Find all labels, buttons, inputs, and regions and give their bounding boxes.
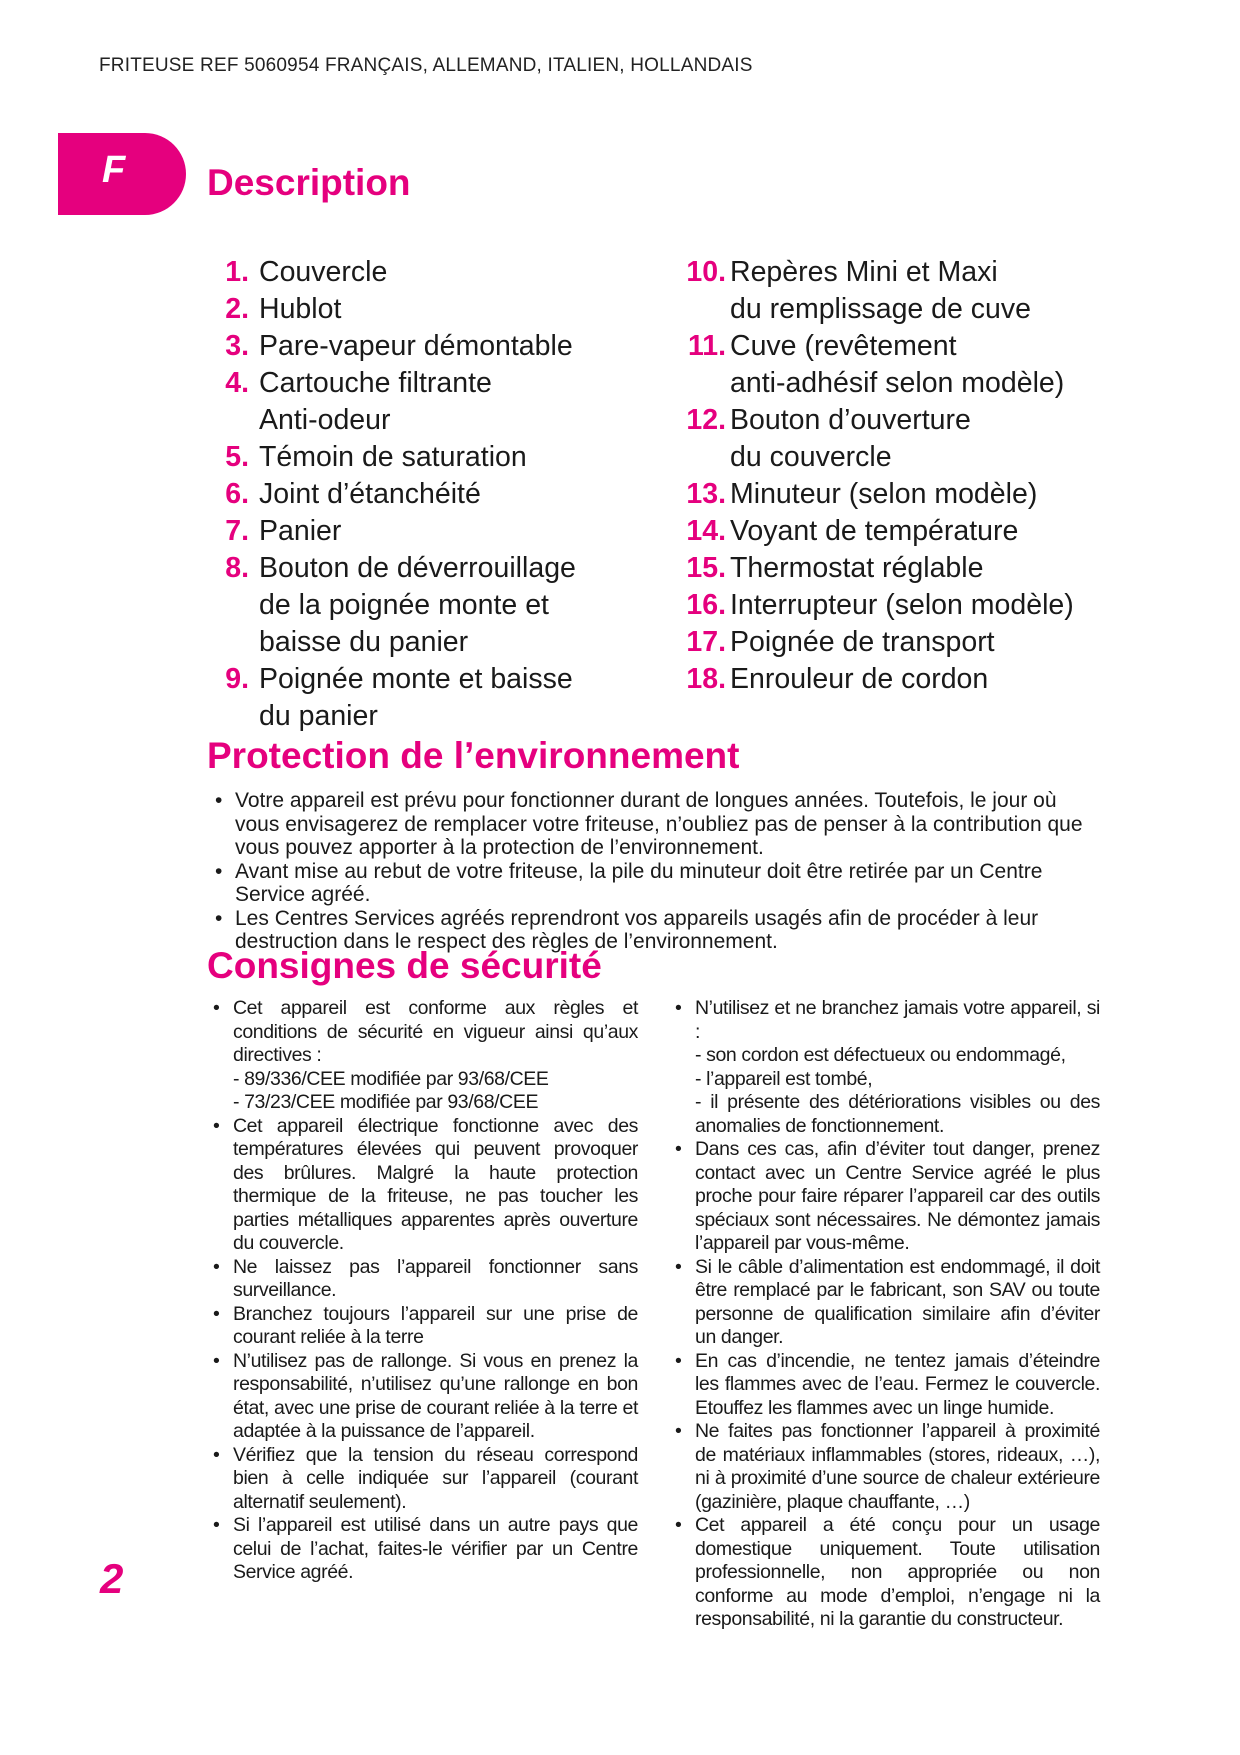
safety-item <box>675 1138 1100 1256</box>
part-label: Thermostat réglable <box>730 552 984 584</box>
part-label: Pare-vapeur démontable <box>259 330 573 362</box>
part-item <box>215 550 576 661</box>
part-label: Hublot <box>259 293 342 325</box>
page-number: 2 <box>100 1555 124 1602</box>
safety-item-text: Branchez toujours l’appareil sur une prise de courant reliée à la terre <box>233 1302 638 1348</box>
safety-item <box>213 1514 638 1585</box>
part-item <box>686 550 1074 587</box>
part-item <box>215 476 576 513</box>
safety-item-text: Ne laissez pas l’appareil fonctionner sans surveillance. <box>233 1255 638 1301</box>
safety-item-text: Vérifiez que la tension du réseau correspond bien à celle indiquée sur l’appareil (courant alternatif seulement). <box>233 1443 638 1513</box>
language-tab-label: F <box>102 149 126 191</box>
part-label: Interrupteur (selon modèle) <box>730 589 1074 621</box>
part-number: 13. <box>686 478 726 510</box>
part-label: Cartouche filtrante Anti-odeur <box>259 367 492 436</box>
part-item <box>215 291 576 328</box>
safety-item-sublist: - 89/336/CEE modifiée par 93/68/CEE - 73/23/CEE modifiée par 93/68/CEE <box>233 1067 549 1113</box>
part-label: Voyant de température <box>730 515 1019 547</box>
part-item <box>686 587 1074 624</box>
environment-heading: Protection de l’environnement <box>207 735 740 776</box>
safety-heading: Consignes de sécurité <box>207 945 602 986</box>
part-label: Panier <box>259 515 342 547</box>
part-item <box>215 365 576 439</box>
safety-item-text: Cet appareil est conforme aux règles et conditions de sécurité en vigueur ainsi qu’aux directives : <box>233 997 638 1066</box>
part-number: 3. <box>225 330 249 362</box>
part-label: Cuve (revêtement anti-adhésif selon modèle) <box>730 330 1065 399</box>
part-number: 5. <box>225 441 249 473</box>
safety-item-text: N’utilisez pas de rallonge. Si vous en prenez la responsabilité, n’utilisez qu’une rallonge en bon état, avec une prise de courant reliée à la terre et adaptée à la puissance de l’appareil. <box>233 1349 638 1442</box>
safety-item <box>675 1256 1100 1350</box>
part-label: Témoin de saturation <box>259 441 527 473</box>
safety-item <box>675 1350 1100 1421</box>
part-item <box>686 476 1074 513</box>
parts-list-left <box>215 254 576 735</box>
part-label: Bouton de déverrouillage de la poignée monte et baisse du panier <box>259 552 576 658</box>
safety-item <box>213 1115 638 1256</box>
environment-item: • Votre appareil est prévu pour fonctionner durant de longues années. Toutefois, le jour où vous envisagerez de remplacer votre friteuse, n’oubliez pas de penser à la contribution que vous pouvez apporter à la protection de l’environnement. <box>215 789 1095 860</box>
safety-item-text: N’utilisez et ne branchez jamais votre appareil, si : <box>695 997 1100 1043</box>
safety-item-text: Si le câble d’alimentation est endommagé, il doit être remplacé par le fabricant, son SAV ou toute personne de qualification similaire afin d’éviter un danger. <box>695 1255 1100 1348</box>
safety-item <box>213 1256 638 1303</box>
part-number: 10. <box>686 256 726 288</box>
safety-item <box>213 997 638 1115</box>
part-item <box>686 254 1074 328</box>
part-number: 4. <box>225 367 249 399</box>
part-number: 12. <box>686 404 726 436</box>
part-number: 8. <box>225 552 249 584</box>
part-item <box>686 624 1074 661</box>
part-number: 6. <box>225 478 249 510</box>
part-item <box>686 661 1074 698</box>
safety-item-text: Si l’appareil est utilisé dans un autre pays que celui de l’achat, faites-le vérifier par un Centre Service agréé. <box>233 1514 638 1583</box>
description-heading: Description <box>207 162 411 203</box>
safety-item-text: Dans ces cas, afin d’éviter tout danger, prenez contact avec un Centre Service agréé le plus proche pour faire réparer l’appareil car des outils spéciaux sont nécessaires. Ne démontez jamais l’appareil par vous-même. <box>695 1138 1100 1254</box>
part-number: 1. <box>225 256 249 288</box>
safety-item <box>675 997 1100 1138</box>
part-item <box>686 402 1074 476</box>
part-item <box>686 513 1074 550</box>
part-number: 7. <box>225 515 249 547</box>
part-number: 2. <box>225 293 249 325</box>
part-label: Couvercle <box>259 256 388 288</box>
safety-item <box>213 1350 638 1444</box>
environment-item: • Les Centres Services agréés reprendront vos appareils usagés afin de procéder à leur destruction dans le respect des règles de l’environnement. <box>215 907 1095 954</box>
part-number: 17. <box>686 626 726 658</box>
safety-item-text: En cas d’incendie, ne tentez jamais d’éteindre les flammes avec de l’eau. Fermez le couvercle. Etouffez les flammes avec un linge humide. <box>695 1349 1100 1419</box>
part-number: 14. <box>686 515 726 547</box>
part-number: 16. <box>686 589 726 621</box>
part-label: Repères Mini et Maxi du remplissage de cuve <box>730 256 1032 325</box>
safety-item <box>675 1420 1100 1514</box>
part-label: Bouton d’ouverture du couvercle <box>730 404 971 473</box>
safety-list-left <box>213 997 638 1585</box>
part-number: 18. <box>686 663 726 695</box>
safety-item <box>213 1303 638 1350</box>
part-label: Minuteur (selon modèle) <box>730 478 1038 510</box>
part-number: 11. <box>687 330 726 362</box>
part-label: Joint d’étanchéité <box>259 478 481 510</box>
part-item <box>215 513 576 550</box>
part-item <box>215 328 576 365</box>
part-number: 15. <box>686 552 726 584</box>
environment-item: • Avant mise au rebut de votre friteuse, la pile du minuteur doit être retirée par un Centre Service agréé. <box>215 860 1095 907</box>
safety-item <box>675 1514 1100 1632</box>
part-label: Poignée monte et baisse du panier <box>259 663 573 732</box>
safety-item-text: Cet appareil a été conçu pour un usage domestique uniquement. Toute utilisation professionnelle, non appropriée ou non conforme au mode d’emploi, n’engage ni la responsabilité, ni la garantie du constructeur. <box>695 1514 1100 1630</box>
safety-item-text: Ne faites pas fonctionner l’appareil à proximité de matériaux inflammables (stores, rideaux, …), ni à proximité d’une source de chaleur extérieure (gazinière, plaque chauffante, …) <box>695 1420 1100 1513</box>
safety-item-text: Cet appareil électrique fonctionne avec des températures élevées qui peuvent provoquer des brûlures. Malgré la haute protection thermique de la friteuse, ne pas toucher les parties métalliques apparentes après ouverture du couvercle. <box>233 1114 638 1254</box>
language-tab <box>58 133 186 215</box>
part-label: Poignée de transport <box>730 626 995 658</box>
parts-list-right <box>686 254 1074 698</box>
part-item <box>215 439 576 476</box>
part-item <box>686 328 1074 402</box>
part-label: Enrouleur de cordon <box>730 663 989 695</box>
part-item <box>215 254 576 291</box>
part-item <box>215 661 576 735</box>
document-header: FRITEUSE REF 5060954 FRANÇAIS, ALLEMAND, ITALIEN, HOLLANDAIS <box>99 55 753 76</box>
safety-list-right <box>675 997 1100 1632</box>
environment-list <box>215 789 1095 954</box>
part-number: 9. <box>225 663 249 695</box>
safety-item <box>213 1444 638 1515</box>
safety-item-sublist: - son cordon est défectueux ou endommagé, - l’appareil est tombé, - il présente des détériorations visibles ou des anomalies de fonctionnement. <box>695 1044 1100 1137</box>
